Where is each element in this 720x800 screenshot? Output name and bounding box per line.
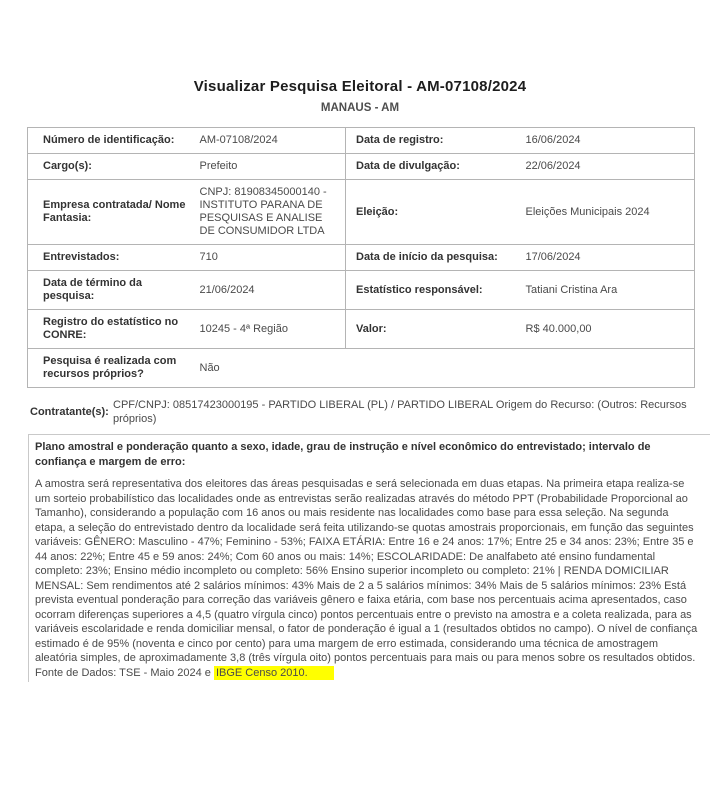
field-value: AM-07108/2024: [199, 134, 278, 146]
field-label: Cargo(s):: [43, 160, 92, 172]
contractor-row: [30, 398, 697, 426]
field-value: 710: [199, 251, 218, 263]
field-value: 17/06/2024: [525, 251, 581, 263]
field-label: Eleição:: [346, 180, 524, 245]
field-value: R$ 40.000,00: [525, 322, 592, 335]
field-label: Data de término da pesquisa:: [43, 277, 143, 302]
sampling-plan-heading: Plano amostral e ponderação quanto a sexo, idade, grau de instrução e nível econômico do entrevistado; intervalo de confiança e margem de erro:: [35, 441, 651, 468]
table-row: [28, 245, 695, 271]
sampling-plan-body: [35, 477, 700, 680]
field-label: Data de registro:: [346, 128, 524, 154]
page-subtitle: MANAUS - AM: [320, 102, 400, 114]
field-label: Registro do estatístico no CONRE:: [43, 316, 179, 341]
contractor-label: Contratante(s):: [30, 406, 109, 418]
table-row: [28, 349, 695, 388]
table-row: [28, 310, 695, 349]
field-label: Empresa contratada/ Nome Fantasia:: [43, 199, 186, 224]
page-title: Visualizar Pesquisa Eleitoral - AM-07108/2024: [193, 78, 527, 95]
field-value: Tatiani Cristina Ara: [525, 283, 618, 296]
field-label: Data de divulgação:: [346, 154, 524, 180]
contractor-value: CPF/CNPJ: 08517423000195 - PARTIDO LIBERAL (PL) / PARTIDO LIBERAL Origem do Recurso: (Outros: Recursos próprios): [113, 399, 687, 425]
field-value: CNPJ: 81908345000140 - INSTITUTO PARANA DE PESQUISAS E ANALISE DE CONSUMIDOR LTDA: [199, 186, 327, 237]
sampling-plan-section: [28, 434, 710, 682]
field-value: Eleições Municipais 2024: [525, 205, 650, 218]
field-value: 16/06/2024: [525, 134, 581, 146]
field-value: 22/06/2024: [525, 160, 581, 172]
sampling-plan-text: A amostra será representativa dos eleitores das áreas pesquisadas e será selecionada em duas etapas. Na primeira etapa realiza-se um sorteio probabilístico das localidades onde as entrevistas serão realizadas através do método PPT (Probabilidade Proporcional ao Tamanho), considerando a população com 16 anos ou mais residente nas localidades como base para essa seleção. Na segunda etapa, a seleção do entrevistado dentro da localidade será feita utilizando-se quotas amostrais proporcionais, em função das seguintes variáveis: GÊNERO: Masculino - 47%; Feminino - 53%; FAIXA ETÁRIA: Entre 16 e 24 anos: 17%; Entre 25 e 34 anos: 23%; Entre 35 e 44 anos: 22%; Entre 45 e 59 anos: 24%; Com 60 anos ou mais: 14%; ESCOLARIDADE: De analfabeto até ensino fundamental completo: 23%; Ensino médio incompleto ou completo: 56% Ensino superior incompleto ou completo: 21% | RENDA DOMICILIAR MENSAL: Sem rendimentos até 2 salários mínimos: 43% Mais de 2 a 5 salários mínimos: 34% Mais de 5 salários mínimos: 23% Está prevista eventual ponderação para correção das variáveis gênero e faixa etária, com base nos percentuais acima apresentados, caso ocorram diferenças superiores a 4,5 (quatro vírgula cinco) pontos percentuais entre o previsto na amostra e a coleta realizada, para as variáveis escolaridade e renda domiciliar mensal, o fator de ponderação é igual a 1 (resultados obtidos no campo). O nível de confiança estimado é de 95% (noventa e cinco por cento) para uma margem de erro estimada, considerando uma técnica de amostragem aleatória simples, de aproximadamente 3,8 (três vírgula oito) pontos percentuais para mais ou para menos sobre os resultados obtidos. Fonte de Dados: TSE - Maio 2024 e: [35, 478, 698, 679]
table-row: [28, 128, 695, 154]
field-label: Valor:: [346, 310, 524, 349]
field-label: Número de identificação:: [43, 134, 175, 146]
field-label: Entrevistados:: [43, 251, 120, 263]
highlighted-data-source: IBGE Censo 2010.: [214, 666, 334, 680]
field-label: Pesquisa é realizada com recursos próprios?: [43, 355, 177, 380]
field-value: 21/06/2024: [199, 283, 255, 296]
table-row: [28, 180, 695, 245]
table-row: [28, 154, 695, 180]
field-value: Prefeito: [199, 160, 238, 172]
table-row: [28, 271, 695, 310]
field-value: Não: [199, 361, 220, 374]
field-value: 10245 - 4ª Região: [199, 322, 288, 335]
field-label: Estatístico responsável:: [346, 271, 524, 310]
details-table: [27, 127, 695, 388]
field-label: Data de início da pesquisa:: [346, 245, 524, 271]
